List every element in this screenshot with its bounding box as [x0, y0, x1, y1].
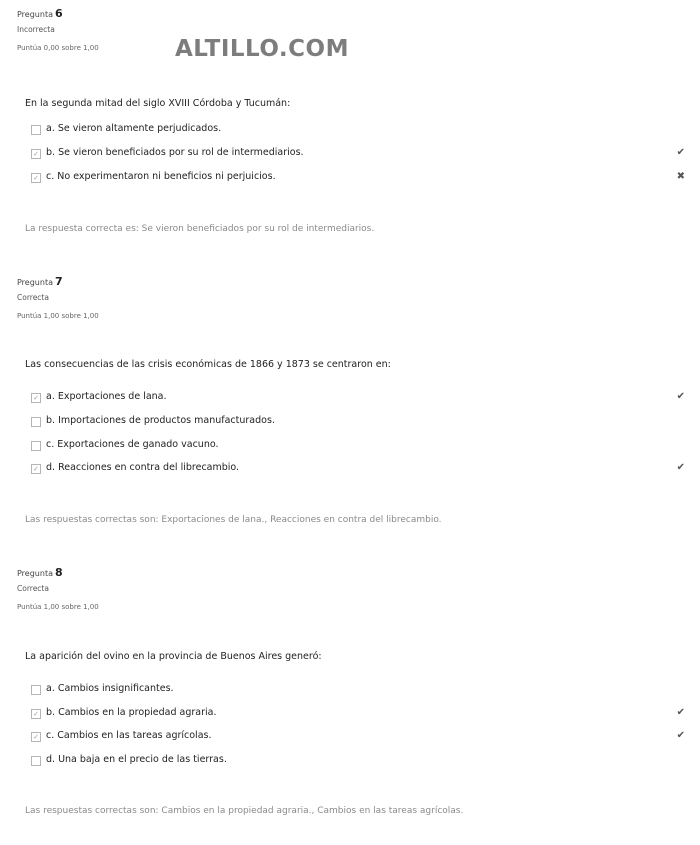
answer-checkbox[interactable]: [31, 756, 41, 766]
answer-checkbox[interactable]: ✓: [31, 709, 41, 719]
answer-text: b. Se vieron beneficiados por su rol de intermediarios.: [46, 147, 304, 158]
answer-text: c. Cambios en las tareas agrícolas.: [46, 730, 212, 741]
question-number: [17, 276, 99, 292]
answer-option: [25, 753, 685, 773]
question-grade: Puntúa 1,00 sobre 1,00: [17, 603, 99, 611]
question-number-value: 8: [54, 566, 63, 579]
answer-checkbox[interactable]: ✓: [31, 464, 41, 474]
question-number-value: 6: [54, 7, 63, 20]
answer-text: a. Se vieron altamente perjudicados.: [46, 123, 222, 134]
question-state: Correcta: [17, 293, 49, 302]
question-label: Pregunta: [17, 569, 53, 578]
answer-text: a. Cambios insignificantes.: [46, 683, 174, 694]
question-info: [17, 8, 99, 54]
answer-checkbox[interactable]: ✓: [31, 173, 41, 183]
question-grade: Puntúa 0,00 sobre 1,00: [17, 44, 99, 52]
question-7: [0, 276, 700, 536]
correct-answer-feedback: Las respuestas correctas son: Cambios en la propiedad agraria., Cambios en las tareas agrícolas.: [25, 806, 464, 816]
question-grade: Puntúa 1,00 sobre 1,00: [17, 312, 99, 320]
answer-option: [25, 438, 685, 458]
answer-text: c. Exportaciones de ganado vacuno.: [46, 439, 219, 450]
answer-option: [25, 729, 685, 749]
answer-option: [25, 170, 685, 190]
answer-option: [25, 414, 685, 434]
answer-text: b. Importaciones de productos manufacturados.: [46, 415, 275, 426]
watermark-logo: ALTILLO.COM: [175, 36, 349, 62]
answer-checkbox[interactable]: [31, 417, 41, 427]
correct-answer-feedback: La respuesta correcta es: Se vieron beneficiados por su rol de intermediarios.: [25, 224, 375, 234]
answer-checkbox[interactable]: [31, 441, 41, 451]
check-mark-icon: ✔: [676, 730, 685, 741]
question-text: Las consecuencias de las crisis económicas de 1866 y 1873 se centraron en:: [25, 359, 391, 370]
answer-option: [25, 706, 685, 726]
answer-option: [25, 122, 685, 142]
answer-text: c. No experimentaron ni beneficios ni perjuicios.: [46, 171, 276, 182]
correct-answer-feedback: Las respuestas correctas son: Exportaciones de lana., Reacciones en contra del librecambio.: [25, 515, 442, 525]
answer-option: [25, 390, 685, 410]
answer-checkbox[interactable]: [31, 125, 41, 135]
question-number: [17, 8, 99, 24]
question-number: [17, 567, 99, 583]
question-text: En la segunda mitad del siglo XVIII Córdoba y Tucumán:: [25, 98, 291, 109]
question-state: Correcta: [17, 584, 49, 593]
answer-text: d. Reacciones en contra del librecambio.: [46, 462, 240, 473]
answer-text: d. Una baja en el precio de las tierras.: [46, 754, 227, 765]
answer-option: [25, 682, 685, 702]
check-mark-icon: ✔: [676, 391, 685, 402]
answer-text: b. Cambios en la propiedad agraria.: [46, 707, 217, 718]
question-label: Pregunta: [17, 278, 53, 287]
question-number-value: 7: [54, 275, 63, 288]
answer-checkbox[interactable]: ✓: [31, 732, 41, 742]
question-state: Incorrecta: [17, 25, 55, 34]
question-label: Pregunta: [17, 10, 53, 19]
answer-checkbox[interactable]: ✓: [31, 393, 41, 403]
question-8: [0, 567, 700, 827]
cross-mark-icon: ✖: [676, 171, 685, 182]
answer-text: a. Exportaciones de lana.: [46, 391, 167, 402]
check-mark-icon: ✔: [676, 707, 685, 718]
answer-checkbox[interactable]: ✓: [31, 149, 41, 159]
answer-option: [25, 146, 685, 166]
check-mark-icon: ✔: [676, 462, 685, 473]
question-6: [0, 8, 700, 268]
question-text: La aparición del ovino en la provincia de Buenos Aires generó:: [25, 651, 322, 662]
answer-checkbox[interactable]: [31, 685, 41, 695]
answer-option: [25, 461, 685, 481]
question-info: [17, 567, 99, 613]
check-mark-icon: ✔: [676, 147, 685, 158]
question-info: [17, 276, 99, 322]
